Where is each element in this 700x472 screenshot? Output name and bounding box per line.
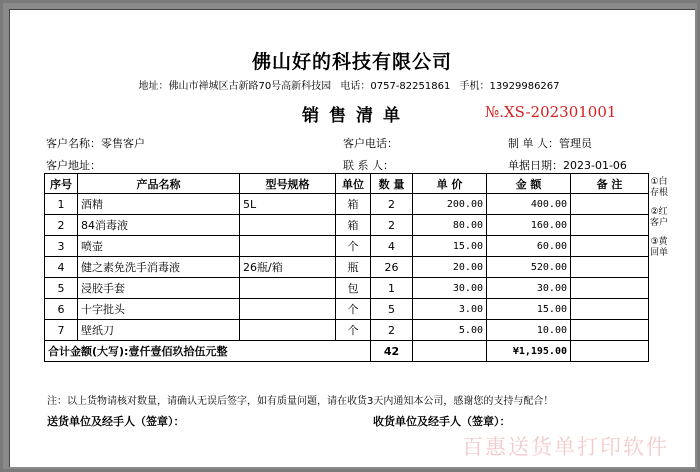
- cell-price: 20.00: [413, 257, 487, 278]
- cell-unit: 包: [336, 278, 371, 299]
- cell-no: 3: [45, 236, 78, 257]
- document-number: №.XS-202301001: [485, 103, 617, 121]
- cell-amount: 400.00: [487, 194, 571, 215]
- cell-name: 84消毒液: [78, 215, 240, 236]
- table-row: [45, 194, 649, 215]
- cell-qty: 2: [371, 215, 413, 236]
- cell-price: 200.00: [413, 194, 487, 215]
- cell-amount: 160.00: [487, 215, 571, 236]
- cell-unit: 箱: [336, 215, 371, 236]
- cell-spec: [240, 320, 336, 341]
- total-amount: ¥1,195.00: [487, 341, 571, 362]
- customer-name-value: 零售客户: [101, 137, 145, 150]
- header-unit: 单位: [336, 174, 371, 194]
- cell-no: 2: [45, 215, 78, 236]
- cell-remark: [571, 215, 649, 236]
- cell-amount: 30.00: [487, 278, 571, 299]
- copy-red-customer: ②红客户: [649, 207, 668, 228]
- cell-price: 80.00: [413, 215, 487, 236]
- cell-qty: 5: [371, 299, 413, 320]
- total-row: [45, 341, 649, 362]
- table-row: [45, 299, 649, 320]
- copy-legend: [649, 177, 669, 267]
- cell-price: 5.00: [413, 320, 487, 341]
- cell-no: 6: [45, 299, 78, 320]
- table-row: [45, 320, 649, 341]
- cell-no: 4: [45, 257, 78, 278]
- cell-unit: 个: [336, 236, 371, 257]
- header-remark: 备 注: [571, 174, 649, 194]
- cell-amount: 10.00: [487, 320, 571, 341]
- cell-remark: [571, 236, 649, 257]
- table-row: [45, 236, 649, 257]
- receiver-signature-label: 收货单位及经手人（签章）：: [373, 415, 511, 428]
- table-header-row: [45, 174, 649, 194]
- customer-address-label: 客户地址：: [46, 159, 101, 172]
- cell-unit: 个: [336, 299, 371, 320]
- cell-remark: [571, 299, 649, 320]
- company-phone: 电话：0757-82251861: [340, 81, 451, 92]
- cell-spec: 26瓶/箱: [240, 257, 336, 278]
- contact-person-label: 联 系 人：: [343, 159, 394, 172]
- software-watermark: 百惠送货单打印软件: [462, 435, 669, 459]
- cell-no: 7: [45, 320, 78, 341]
- cell-spec: [240, 299, 336, 320]
- sender-signature-label: 送货单位及经手人（签章）：: [47, 415, 185, 428]
- cell-amount: 520.00: [487, 257, 571, 278]
- customer-phone-label: 客户电话：: [343, 137, 398, 150]
- cell-amount: 15.00: [487, 299, 571, 320]
- cell-price: 3.00: [413, 299, 487, 320]
- cell-remark: [571, 320, 649, 341]
- cell-name: 喷壶: [78, 236, 240, 257]
- cell-name: 酒精: [78, 194, 240, 215]
- cell-amount: 60.00: [487, 236, 571, 257]
- cell-no: 5: [45, 278, 78, 299]
- cell-price: 15.00: [413, 236, 487, 257]
- header-qty: 数 量: [371, 174, 413, 194]
- company-address: 地址：佛山市禅城区古新路70号高新科技园: [138, 81, 332, 92]
- table-row: [45, 257, 649, 278]
- cell-spec: [240, 236, 336, 257]
- cell-remark: [571, 257, 649, 278]
- footer-note: 注：以上货物请核对数量，请确认无误后签字，如有质量问题，请在收货3天内通知本公司，感谢您的支持与配合！: [47, 396, 554, 407]
- cell-unit: 瓶: [336, 257, 371, 278]
- copy-yellow-return: ③黄回单: [649, 237, 668, 258]
- cell-qty: 26: [371, 257, 413, 278]
- cell-no: 1: [45, 194, 78, 215]
- date-label: 单据日期：: [508, 159, 563, 172]
- date-field: [508, 157, 627, 173]
- maker-field: [508, 135, 592, 151]
- company-mobile: 手机：13929986267: [459, 81, 560, 92]
- document-title: 销售清单: [302, 106, 410, 126]
- total-remark-empty: [571, 341, 649, 362]
- header-no: 序号: [45, 174, 78, 194]
- header-name: 产品名称: [78, 174, 240, 194]
- cell-name: 十字批头: [78, 299, 240, 320]
- cell-name: 浸胶手套: [78, 278, 240, 299]
- cell-unit: 个: [336, 320, 371, 341]
- customer-name-field: [46, 135, 145, 151]
- header-spec: 型号规格: [240, 174, 336, 194]
- cell-spec: [240, 215, 336, 236]
- total-quantity: 42: [371, 341, 413, 362]
- table-row: [45, 278, 649, 299]
- cell-remark: [571, 194, 649, 215]
- cell-spec: 5L: [240, 194, 336, 215]
- customer-name-label: 客户名称：: [46, 137, 101, 150]
- total-price-empty: [413, 341, 487, 362]
- cell-qty: 1: [371, 278, 413, 299]
- cell-remark: [571, 278, 649, 299]
- cell-price: 30.00: [413, 278, 487, 299]
- header-price: 单 价: [413, 174, 487, 194]
- cell-unit: 箱: [336, 194, 371, 215]
- cell-qty: 4: [371, 236, 413, 257]
- company-contact-line: [9, 77, 695, 92]
- header-amount: 金 额: [487, 174, 571, 194]
- copy-white-stub: ①白存根: [649, 177, 668, 198]
- total-amount-words: 合计金额(大写):壹仟壹佰玖拾伍元整: [45, 341, 371, 362]
- cell-name: 健之素免洗手消毒液: [78, 257, 240, 278]
- cell-spec: [240, 278, 336, 299]
- company-name: 佛山好的科技有限公司: [251, 51, 452, 73]
- maker-label: 制 单 人：: [508, 137, 559, 150]
- date-value: 2023-01-06: [563, 159, 627, 172]
- table-row: [45, 215, 649, 236]
- cell-qty: 2: [371, 194, 413, 215]
- cell-qty: 2: [371, 320, 413, 341]
- items-table: [44, 173, 649, 362]
- document-page: [9, 9, 695, 467]
- maker-value: 管理员: [559, 137, 592, 150]
- cell-name: 壁纸刀: [78, 320, 240, 341]
